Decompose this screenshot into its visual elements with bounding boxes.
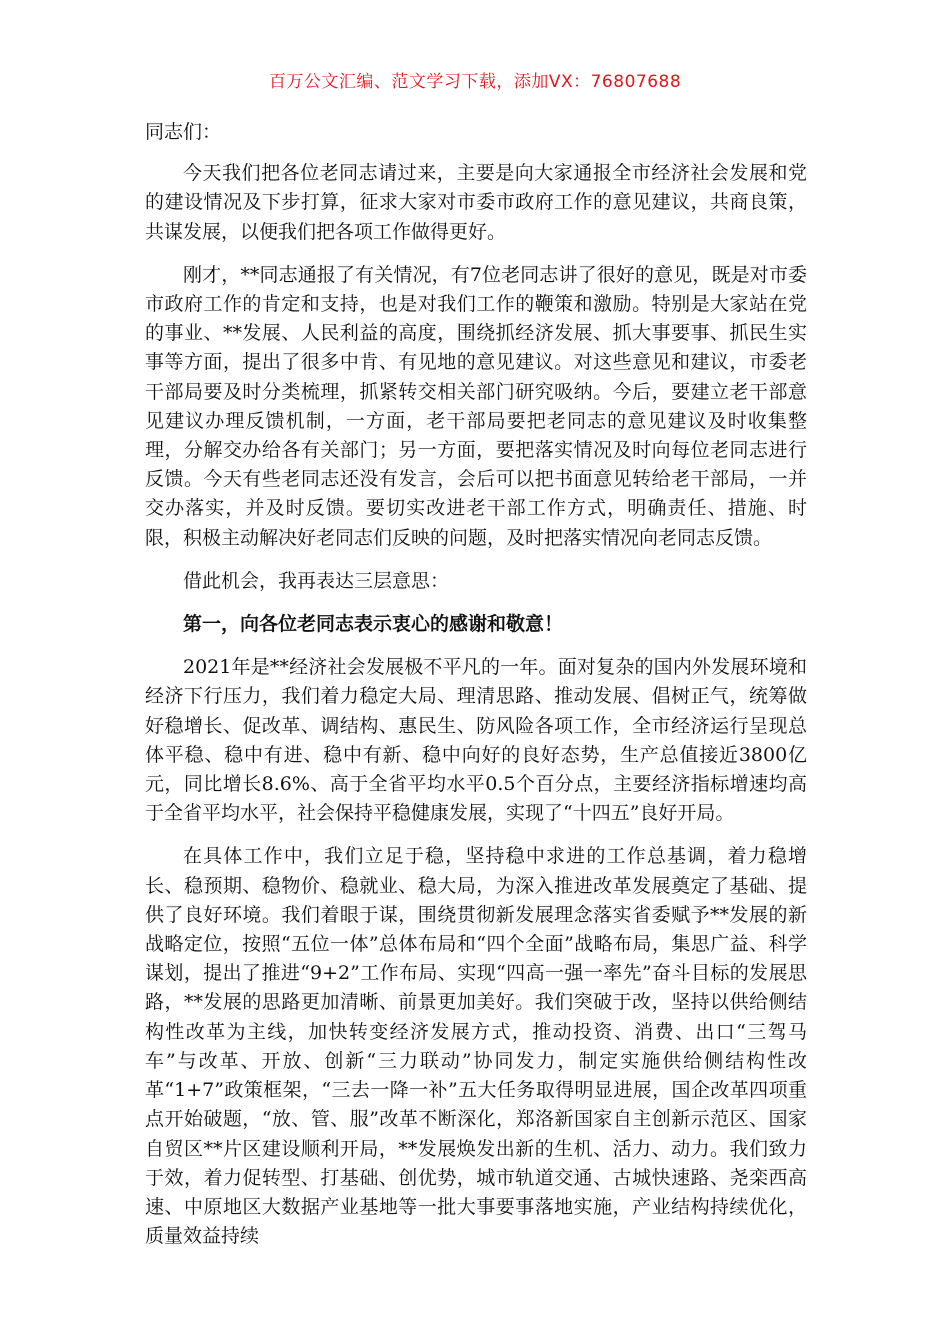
paragraph-transition: 借此机会，我再表达三层意思： (183, 569, 450, 592)
paragraph-specific-work: 在具体工作中，我们立足于稳，坚持稳中求进的工作总基调，着力稳增长、稳预期、稳物价、稳就业、稳大局，为深入推进改革发展奠定了基础、提供了良好环境。我们着眼于谋，围绕贯彻新发展理念落实省委赋予**发展的新战略定位，按照“五位一体”总体布局和“四个全面”战略布局，集思广益、科学谋划，提出了推进“9+2”工作布局、实现“四高一强一率先”奋斗目标的发展思路，**发展的思路更加清晰、前景更加美好。我们突破于改，坚持以供给侧结构性改革为主线，加快转变经济发展方式，推动投资、消费、出口“三驾马车”与改革、开放、创新“三力联动”协同发力，制定实施供给侧结构性改革“1+7”政策框架，“三去一降一补”五大任务取得明显进展，国企改革四项重点开始破题，“放、管、服”改革不断深化，郑洛新国家自主创新示范区、国家自贸区**片区建设顺利开局，**发展焕发出新的生机、活力、动力。我们致力于效，着力促转型、打基础、创优势，城市轨道交通、古城快速路、尧栾西高速、中原地区大数据产业基地等一批大事要事落地实施，产业结构持续优化，质量效益持续 (145, 845, 807, 1248)
paragraph-2021-review: 2021年是**经济社会发展极不平凡的一年。面对复杂的国内外发展环境和经济下行压力，我们着力稳定大局、理清思路、推动发展、倡树正气，统筹做好稳增长、促改革、调结构、惠民生、防风险各项工作，全市经济运行呈现总体平稳、稳中有进、稳中有新、稳中向好的良好态势，生产总值接近3800亿元，同比增长8.6%、高于全省平均水平0.5个百分点，主要经济指标增速均高于全省平均水平，社会保持平稳健康发展，实现了“十四五”良好开局。 (145, 656, 807, 825)
salutation: 同志们： (145, 121, 222, 143)
paragraph-feedback: 刚才，**同志通报了有关情况，有7位老同志讲了很好的意见，既是对市委市政府工作的肯定和支持，也是对我们工作的鞭策和激励。特别是大家站在党的事业、**发展、人民利益的高度，围绕抓经济发展、抓大事要事、抓民生实事等方面，提出了很多中肯、有见地的意见建议。对这些意见和建议，市委老干部局要及时分类梳理，抓紧转交相关部门研究吸纳。今后，要建立老干部意见建议办理反馈机制，一方面，老干部局要把老同志的意见建议及时收集整理，分解交办给各有关部门；另一方面，要把落实情况及时向每位老同志进行反馈。今天有些老同志还没有发言，会后可以把书面意见转给老干部局，一并交办落实，并及时反馈。要切实改进老干部工作方式，明确责任、措施、时限，积极主动解决好老同志们反映的问题，及时把落实情况向老同志反馈。 (145, 263, 807, 549)
section-heading-1: 第一，向各位老同志表示衷心的感谢和敬意！ (183, 613, 564, 636)
paragraph-intro: 今天我们把各位老同志请过来，主要是向大家通报全市经济社会发展和党的建设情况及下步打算，征求大家对市委市政府工作的意见建议，共商良策，共谋发展，以便我们把各项工作做得更好。 (145, 162, 807, 243)
document-body (145, 118, 807, 1265)
header-banner: 百万公文汇编、范文学习下载，添加VX：76807688 (268, 72, 682, 92)
